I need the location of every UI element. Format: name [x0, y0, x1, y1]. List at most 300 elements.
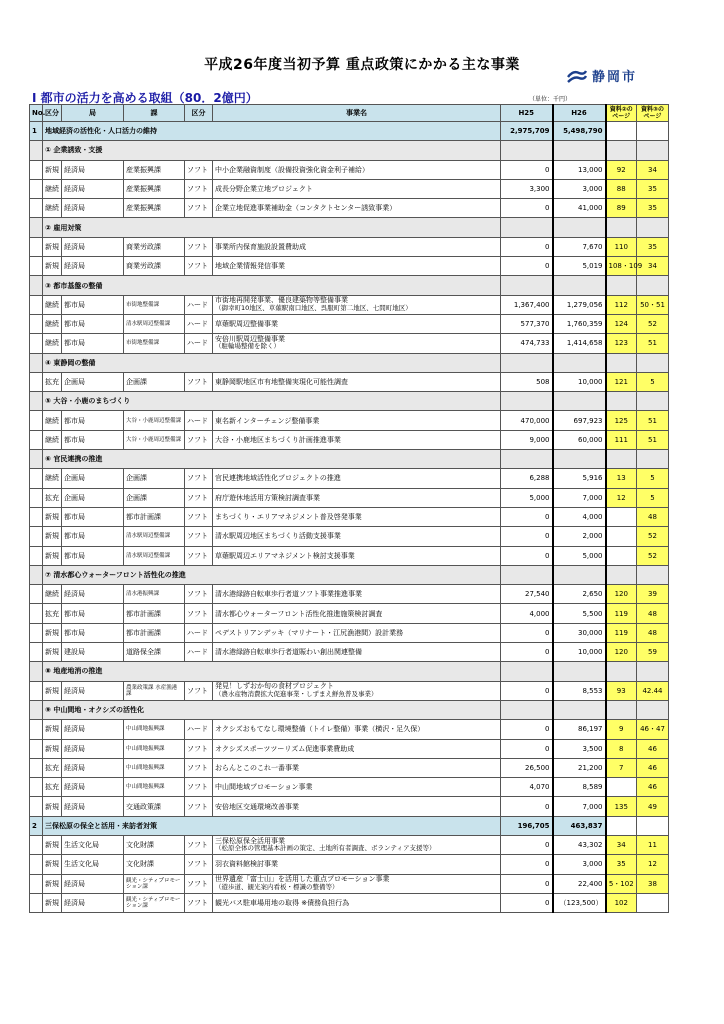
row-h25: 577,370 — [501, 314, 553, 333]
subcategory-title: ⑤ 大谷・小鹿のまちづくり — [43, 392, 501, 411]
row-h26: 1,279,056 — [553, 295, 606, 314]
row-h25: 474,733 — [501, 334, 553, 353]
row-jigyo — [213, 199, 501, 218]
row-kubun: 拡充 — [43, 604, 62, 623]
jigyo-name: 発見！しずおか旬の食材プロジェクト — [215, 682, 334, 691]
category-h26: 5,498,790 — [553, 122, 606, 141]
jigyo-name: 企業立地促進事業補助金（コンタクトセンター誘致事業） — [215, 204, 397, 213]
row-ref2 — [606, 527, 637, 546]
row-h26: 43,302 — [553, 835, 606, 854]
row-no-cell — [30, 797, 43, 816]
h25-cell — [501, 218, 553, 237]
row-ka: 企画課 — [124, 469, 185, 488]
shizuoka-city-emblem-icon — [566, 68, 588, 84]
row-no-cell — [30, 160, 43, 179]
ref2-cell — [606, 565, 637, 584]
h26-cell — [553, 353, 606, 372]
row-ka: 企画課 — [124, 488, 185, 507]
row-kubun: 新規 — [43, 874, 62, 893]
subcategory-row — [30, 392, 669, 411]
row-ref3: 46 — [637, 778, 669, 797]
row-ref2 — [606, 778, 637, 797]
row-ka: 都市計画課 — [124, 623, 185, 642]
category-no: 2 — [30, 816, 43, 835]
row-h26: 3,000 — [553, 179, 606, 198]
subcategory-title: ① 企業誘致・支援 — [43, 141, 501, 160]
row-h25: 0 — [501, 237, 553, 256]
ref3-cell — [637, 816, 669, 835]
row-kyoku: 経済局 — [62, 160, 124, 179]
row-ref3: 11 — [637, 835, 669, 854]
row-h26: 5,000 — [553, 546, 606, 565]
section-heading: Ⅰ 都市の活力を高める取組（80．2億円） — [32, 91, 258, 105]
jigyo-name: まちづくり・エリアマネジメント普及啓発事業 — [215, 513, 362, 522]
ref2-cell — [606, 816, 637, 835]
h26-cell — [553, 662, 606, 681]
category-h26: 463,837 — [553, 816, 606, 835]
row-kubun2: ハード — [185, 643, 213, 662]
subcategory-title: ③ 都市基盤の整備 — [43, 276, 501, 295]
budget-table — [29, 104, 669, 913]
table-row — [30, 430, 669, 449]
row-no-cell — [30, 295, 43, 314]
ref2-cell — [606, 218, 637, 237]
row-h26: 3,000 — [553, 855, 606, 874]
table-row — [30, 643, 669, 662]
row-kubun: 新規 — [43, 893, 62, 912]
row-h26: 4,000 — [553, 507, 606, 526]
row-ref3: 35 — [637, 199, 669, 218]
row-h25: 0 — [501, 681, 553, 700]
row-h26: 5,500 — [553, 604, 606, 623]
row-kubun2: ハード — [185, 411, 213, 430]
row-ref2: 119 — [606, 623, 637, 642]
row-no-cell — [30, 199, 43, 218]
h26-cell — [553, 141, 606, 160]
row-no-cell — [30, 334, 43, 353]
row-kyoku: 経済局 — [62, 681, 124, 700]
row-kubun: 拡充 — [43, 758, 62, 777]
row-h25: 0 — [501, 160, 553, 179]
row-no-cell — [30, 739, 43, 758]
table-row — [30, 257, 669, 276]
table-row — [30, 623, 669, 642]
row-jigyo — [213, 314, 501, 333]
row-ref2: 102 — [606, 893, 637, 912]
row-h25: 5,000 — [501, 488, 553, 507]
row-h25: 0 — [501, 623, 553, 642]
row-h26: 5,916 — [553, 469, 606, 488]
subcategory-row — [30, 141, 669, 160]
row-kubun: 継続 — [43, 411, 62, 430]
row-kyoku: 経済局 — [62, 720, 124, 739]
table-row — [30, 604, 669, 623]
row-kubun: 新規 — [43, 257, 62, 276]
jigyo-name: 清水都心ウォーターフロント活性化推進施策検討調査 — [215, 609, 383, 618]
row-h26: 21,200 — [553, 758, 606, 777]
row-ref2: 111 — [606, 430, 637, 449]
row-no-cell — [30, 778, 43, 797]
row-ka: 清水港振興課 — [124, 585, 185, 604]
table-row — [30, 179, 669, 198]
row-no-cell — [30, 623, 43, 642]
row-kubun: 新規 — [43, 160, 62, 179]
row-ref3: 59 — [637, 643, 669, 662]
jigyo-name: 羽衣資料館検討事業 — [215, 860, 278, 869]
row-jigyo — [213, 372, 501, 391]
row-kyoku: 企画局 — [62, 469, 124, 488]
row-kubun2: ハード — [185, 334, 213, 353]
row-kubun2: ソフト — [185, 237, 213, 256]
row-jigyo — [213, 758, 501, 777]
jigyo-name: 中小企業融資制度（設備投資強化資金利子補給） — [215, 165, 369, 174]
jigyo-name: 事業所内保育施設設置費助成 — [215, 242, 306, 251]
row-ref3: 39 — [637, 585, 669, 604]
ref2-cell — [606, 450, 637, 469]
table-row — [30, 758, 669, 777]
row-h25: 0 — [501, 797, 553, 816]
row-ref3: 52 — [637, 314, 669, 333]
row-jigyo — [213, 681, 501, 700]
row-h26: 3,500 — [553, 739, 606, 758]
row-kubun: 継続 — [43, 469, 62, 488]
row-ka: 観光・シティプロモーション課 — [124, 893, 185, 912]
row-kubun2: ハード — [185, 314, 213, 333]
row-no-cell — [30, 855, 43, 874]
city-name: 静岡市 — [592, 70, 638, 85]
row-kyoku: 経済局 — [62, 778, 124, 797]
jigyo-name: 清水港緑跡自転車歩行者道ソフト事業推進事業 — [215, 590, 362, 599]
row-h25: 470,000 — [501, 411, 553, 430]
row-h26: 60,000 — [553, 430, 606, 449]
row-kubun2: ソフト — [185, 507, 213, 526]
row-kubun2: ソフト — [185, 835, 213, 854]
jigyo-name: 官民連携地域活性化プロジェクトの推進 — [215, 474, 341, 483]
row-h26: 8,553 — [553, 681, 606, 700]
row-ka: 文化財課 — [124, 835, 185, 854]
row-ka: 清水駅周辺整備課 — [124, 546, 185, 565]
row-jigyo — [213, 237, 501, 256]
jigyo-name: オクシズスポーツツーリズム促進事業費助成 — [215, 744, 355, 753]
row-kubun: 継続 — [43, 295, 62, 314]
row-h25: 0 — [501, 507, 553, 526]
row-no-cell — [30, 179, 43, 198]
h26-cell — [553, 392, 606, 411]
header-h26: H26 — [553, 105, 606, 122]
row-kubun: 新規 — [43, 681, 62, 700]
row-h25: 0 — [501, 893, 553, 912]
row-kubun2: ソフト — [185, 160, 213, 179]
row-kubun: 新規 — [43, 797, 62, 816]
row-ref2: 12 — [606, 488, 637, 507]
ref2-cell — [606, 122, 637, 141]
row-h25: 1,367,400 — [501, 295, 553, 314]
jigyo-name-detail: （駐輪場整備を除く） — [215, 342, 280, 351]
row-jigyo — [213, 527, 501, 546]
row-no-cell — [30, 643, 43, 662]
row-ref3: 48 — [637, 507, 669, 526]
row-h26: 7,000 — [553, 797, 606, 816]
row-no-cell — [30, 218, 43, 237]
ref3-cell — [637, 662, 669, 681]
ref3-cell — [637, 122, 669, 141]
row-kubun2: ソフト — [185, 546, 213, 565]
row-kubun: 新規 — [43, 237, 62, 256]
row-ref3: 12 — [637, 855, 669, 874]
row-jigyo — [213, 797, 501, 816]
category-row — [30, 122, 669, 141]
jigyo-name: 清水港緑跡自転車歩行者道賑わい創出関連整備 — [215, 648, 362, 657]
row-ref2: 92 — [606, 160, 637, 179]
row-kyoku: 企画局 — [62, 372, 124, 391]
row-ref3: 34 — [637, 160, 669, 179]
row-ref3: 34 — [637, 257, 669, 276]
row-ka: 道路保全課 — [124, 643, 185, 662]
header-ka: 課 — [124, 105, 185, 122]
row-jigyo — [213, 488, 501, 507]
row-ref2: 88 — [606, 179, 637, 198]
row-jigyo — [213, 855, 501, 874]
row-h25: 0 — [501, 855, 553, 874]
jigyo-name: 観光バス駐車場用地の取得 ※債務負担行為 — [215, 899, 350, 908]
row-kyoku: 都市局 — [62, 430, 124, 449]
jigyo-name-detail: （松原全体の管理基本計画の策定、土地所有者調査、ボランティア支援等） — [215, 844, 436, 853]
subcategory-row — [30, 218, 669, 237]
subcategory-row — [30, 662, 669, 681]
table-row — [30, 585, 669, 604]
row-ref3: 51 — [637, 411, 669, 430]
table-row — [30, 372, 669, 391]
h26-cell — [553, 700, 606, 719]
ref2-cell — [606, 276, 637, 295]
row-h25: 3,300 — [501, 179, 553, 198]
row-h25: 27,540 — [501, 585, 553, 604]
subcategory-title: ⑦ 清水都心ウォーターフロント活性化の推進 — [43, 565, 501, 584]
row-ka: 市街地整備課 — [124, 295, 185, 314]
row-ref2: 135 — [606, 797, 637, 816]
row-h25: 0 — [501, 527, 553, 546]
row-ref3: 46 — [637, 758, 669, 777]
subcategory-row — [30, 450, 669, 469]
row-ref3: 52 — [637, 527, 669, 546]
row-ref2: 120 — [606, 585, 637, 604]
row-ref3: 5 — [637, 488, 669, 507]
row-h26: 10,000 — [553, 372, 606, 391]
row-h26: 697,923 — [553, 411, 606, 430]
row-no-cell — [30, 527, 43, 546]
row-h25: 26,500 — [501, 758, 553, 777]
ref3-cell — [637, 218, 669, 237]
h25-cell — [501, 662, 553, 681]
row-kubun2: ソフト — [185, 681, 213, 700]
row-jigyo — [213, 334, 501, 353]
row-kyoku: 都市局 — [62, 314, 124, 333]
row-ref2: 125 — [606, 411, 637, 430]
row-kyoku: 経済局 — [62, 797, 124, 816]
h25-cell — [501, 565, 553, 584]
row-ka: 市街地整備課 — [124, 334, 185, 353]
row-kyoku: 経済局 — [62, 739, 124, 758]
row-ref2: 121 — [606, 372, 637, 391]
row-no-cell — [30, 835, 43, 854]
row-kubun: 拡充 — [43, 372, 62, 391]
category-h25: 2,975,709 — [501, 122, 553, 141]
row-kubun2: ソフト — [185, 778, 213, 797]
row-kubun2: ソフト — [185, 469, 213, 488]
row-ka: 文化財課 — [124, 855, 185, 874]
row-jigyo — [213, 469, 501, 488]
subcategory-row — [30, 565, 669, 584]
table-row — [30, 778, 669, 797]
row-no-cell — [30, 141, 43, 160]
row-kyoku: 生活文化局 — [62, 835, 124, 854]
row-h26: （123,500） — [553, 893, 606, 912]
row-ref3: 48 — [637, 623, 669, 642]
subcategory-row — [30, 700, 669, 719]
row-ka: 交通政策課 — [124, 797, 185, 816]
table-row — [30, 469, 669, 488]
category-h25: 196,705 — [501, 816, 553, 835]
row-ref2: 120 — [606, 643, 637, 662]
row-ref2: 89 — [606, 199, 637, 218]
row-kyoku: 都市局 — [62, 411, 124, 430]
row-kubun2: ソフト — [185, 874, 213, 893]
header-no: No. — [30, 105, 43, 122]
h25-cell — [501, 353, 553, 372]
h25-cell — [501, 276, 553, 295]
row-kubun: 継続 — [43, 334, 62, 353]
ref3-cell — [637, 141, 669, 160]
row-kubun2: ハード — [185, 295, 213, 314]
table-row — [30, 237, 669, 256]
row-h25: 0 — [501, 835, 553, 854]
row-no-cell — [30, 276, 43, 295]
jigyo-name: 市街地再開発事業、優良建築物等整備事業 — [215, 296, 348, 305]
table-row — [30, 893, 669, 912]
h25-cell — [501, 700, 553, 719]
subcategory-row — [30, 276, 669, 295]
row-kyoku: 経済局 — [62, 237, 124, 256]
row-kubun2: ハード — [185, 720, 213, 739]
table-row — [30, 507, 669, 526]
subcategory-title: ⑨ 中山間地・オクシズの活性化 — [43, 700, 501, 719]
row-ka: 清水駅周辺整備課 — [124, 314, 185, 333]
row-ka: 観光・シティプロモーション課 — [124, 874, 185, 893]
row-kyoku: 経済局 — [62, 585, 124, 604]
row-h25: 4,000 — [501, 604, 553, 623]
row-h25: 0 — [501, 720, 553, 739]
header-kyoku: 局 — [62, 105, 124, 122]
row-no-cell — [30, 585, 43, 604]
row-kubun2: ソフト — [185, 430, 213, 449]
h26-cell — [553, 218, 606, 237]
row-h26: 2,000 — [553, 527, 606, 546]
h26-cell — [553, 450, 606, 469]
row-kubun2: ソフト — [185, 527, 213, 546]
row-ref3: 46 — [637, 739, 669, 758]
row-no-cell — [30, 565, 43, 584]
ref2-cell — [606, 353, 637, 372]
jigyo-name-detail: （農水産物消費拡大促進事業・しずまえ鮮魚普及事業） — [215, 689, 378, 698]
row-ref2: 13 — [606, 469, 637, 488]
row-no-cell — [30, 450, 43, 469]
row-jigyo — [213, 585, 501, 604]
row-kyoku: 都市局 — [62, 334, 124, 353]
row-ref2 — [606, 507, 637, 526]
row-ref3: 48 — [637, 604, 669, 623]
row-jigyo — [213, 893, 501, 912]
jigyo-name: 清水駅周辺地区まちづくり活動支援事業 — [215, 532, 341, 541]
row-jigyo — [213, 411, 501, 430]
row-ka: 中山間地振興課 — [124, 739, 185, 758]
row-kubun2: ソフト — [185, 855, 213, 874]
row-h26: 10,000 — [553, 643, 606, 662]
row-h26: 1,760,359 — [553, 314, 606, 333]
table-row — [30, 199, 669, 218]
row-ref2: 119 — [606, 604, 637, 623]
row-ka: 大谷・小鹿周辺整備課 — [124, 411, 185, 430]
row-h25: 4,070 — [501, 778, 553, 797]
ref3-cell — [637, 700, 669, 719]
row-ref2: 124 — [606, 314, 637, 333]
row-kubun: 継続 — [43, 585, 62, 604]
row-ref3: 35 — [637, 179, 669, 198]
row-ref3: 51 — [637, 430, 669, 449]
row-h25: 0 — [501, 546, 553, 565]
row-kubun: 新規 — [43, 546, 62, 565]
row-kubun2: ソフト — [185, 758, 213, 777]
jigyo-name: おらんとこのこれ一番事業 — [215, 763, 299, 772]
row-no-cell — [30, 662, 43, 681]
category-no: 1 — [30, 122, 43, 141]
row-kubun: 新規 — [43, 623, 62, 642]
row-h26: 13,000 — [553, 160, 606, 179]
page-title: 平成26年度当初予算 重点政策にかかる主な事業 — [204, 57, 520, 73]
unit-note: （単位：千円） — [529, 96, 572, 103]
subcategory-title: ⑥ 官民連携の推進 — [43, 450, 501, 469]
row-no-cell — [30, 353, 43, 372]
row-ka: 中山間地振興課 — [124, 778, 185, 797]
row-h25: 9,000 — [501, 430, 553, 449]
subcategory-row — [30, 353, 669, 372]
category-title: 三保松原の保全と活用・来訪者対策 — [43, 816, 501, 835]
row-kyoku: 経済局 — [62, 199, 124, 218]
row-ka: 清水駅周辺整備課 — [124, 527, 185, 546]
row-ka: 中山間地振興課 — [124, 758, 185, 777]
row-no-cell — [30, 488, 43, 507]
row-ref3: 35 — [637, 237, 669, 256]
table-row — [30, 488, 669, 507]
row-kubun: 拡充 — [43, 488, 62, 507]
row-ref3: 5 — [637, 469, 669, 488]
table-row — [30, 411, 669, 430]
row-ref3: 50・51 — [637, 295, 669, 314]
jigyo-name: 地域企業情報発信事業 — [215, 262, 285, 271]
row-no-cell — [30, 469, 43, 488]
row-ka: 産業振興課 — [124, 179, 185, 198]
row-kyoku: 都市局 — [62, 623, 124, 642]
row-kyoku: 生活文化局 — [62, 855, 124, 874]
header-ref3: 資料③の ページ — [637, 105, 669, 122]
row-kyoku: 経済局 — [62, 179, 124, 198]
row-kubun: 新規 — [43, 507, 62, 526]
row-no-cell — [30, 507, 43, 526]
row-jigyo — [213, 295, 501, 314]
row-ref2: 9 — [606, 720, 637, 739]
ref2-cell — [606, 141, 637, 160]
jigyo-name: 大谷・小鹿地区まちづくり計画推進事業 — [215, 435, 341, 444]
row-ref2 — [606, 546, 637, 565]
